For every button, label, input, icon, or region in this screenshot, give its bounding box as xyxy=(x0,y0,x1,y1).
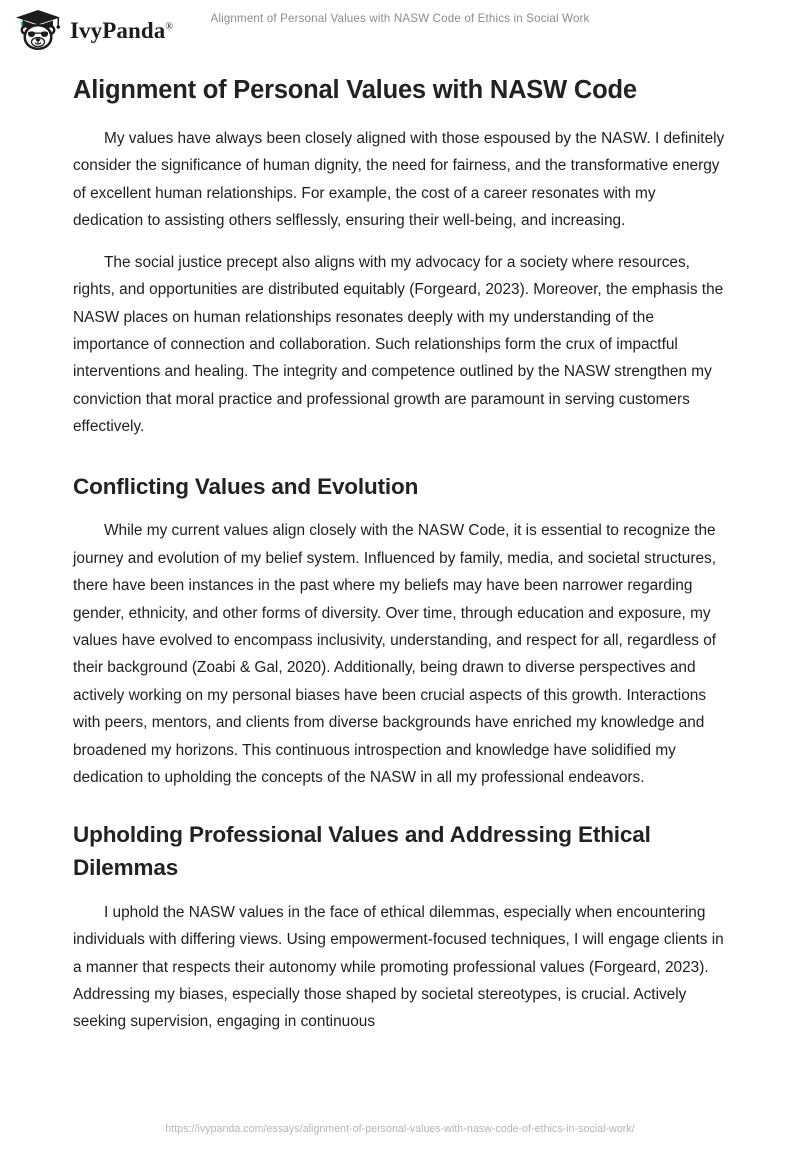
page-footer xyxy=(0,1116,800,1160)
paragraph: The social justice precept also aligns with my advocacy for a society where resources, rights, and opportunities are distributed equitably (Forgeard, 2023). Moreover, the emphasis the NASW places on human relationships resonates deeply with my understanding of the importance of connection and collaboration. Such relationships form the crux of impactful interventions and healing. The integrity and competence outlined by the NASW strengthen my conviction that moral practice and professional growth are paramount in serving customers effectively. xyxy=(73,253,724,436)
running-header-title: Alignment of Personal Values with NASW Code of Ethics in Social Work xyxy=(210,12,590,25)
page-header xyxy=(0,0,800,62)
page-title: Alignment of Personal Values with NASW Code xyxy=(73,76,637,104)
brand-name-text: IvyPanda xyxy=(70,17,166,43)
paragraph: I uphold the NASW values in the face of ethical dilemmas, especially when encountering individuals with differing views. Using empowerment-focused techniques, I will engage clients in a manner that respects their autonomy while promoting professional values (Forgeard, 2023). Addressing my biases, especially those shaped by societal stereotypes, is crucial. Actively seeking supervision, engaging in continuous xyxy=(73,903,724,1031)
paragraph: My values have always been closely aligned with those espoused by the NASW. I definitely consider the significance of human dignity, the need for fairness, and the transformative energy of excellent human relationships. For example, the cost of a career resonates with my dedication to assisting others selflessly, ensuring their well-being, and increasing. xyxy=(73,129,725,230)
registered-trademark-symbol: ® xyxy=(165,20,174,32)
article-body xyxy=(73,72,729,1036)
source-url-link[interactable]: https://ivypanda.com/essays/alignment-of-personal-values-with-nasw-code-of-ethics-in-social-work/ xyxy=(165,1123,635,1135)
paragraph: While my current values align closely with the NASW Code, it is essential to recognize the journey and evolution of my belief system. Influenced by family, media, and societal structures, there have been instances in the past where my beliefs may have been narrower regarding gender, ethnicity, and other forms of diversity. Over time, through education and exposure, my values have evolved to encompass inclusivity, understanding, and respect for all, regardless of their background (Zoabi & Gal, 2020). Additionally, being drawn to diverse perspectives and actively working on my personal biases have been crucial aspects of this growth. Interactions with peers, mentors, and clients from diverse backgrounds have enriched my knowledge and broadened my horizons. This continuous introspection and knowledge have solidified my dedication to upholding the concepts of the NASW in all my professional endeavors. xyxy=(73,522,717,787)
section-heading-upholding-professional-values: Upholding Professional Values and Addressing Ethical Dilemmas xyxy=(73,822,651,881)
section-heading-conflicting-values: Conflicting Values and Evolution xyxy=(73,473,419,499)
